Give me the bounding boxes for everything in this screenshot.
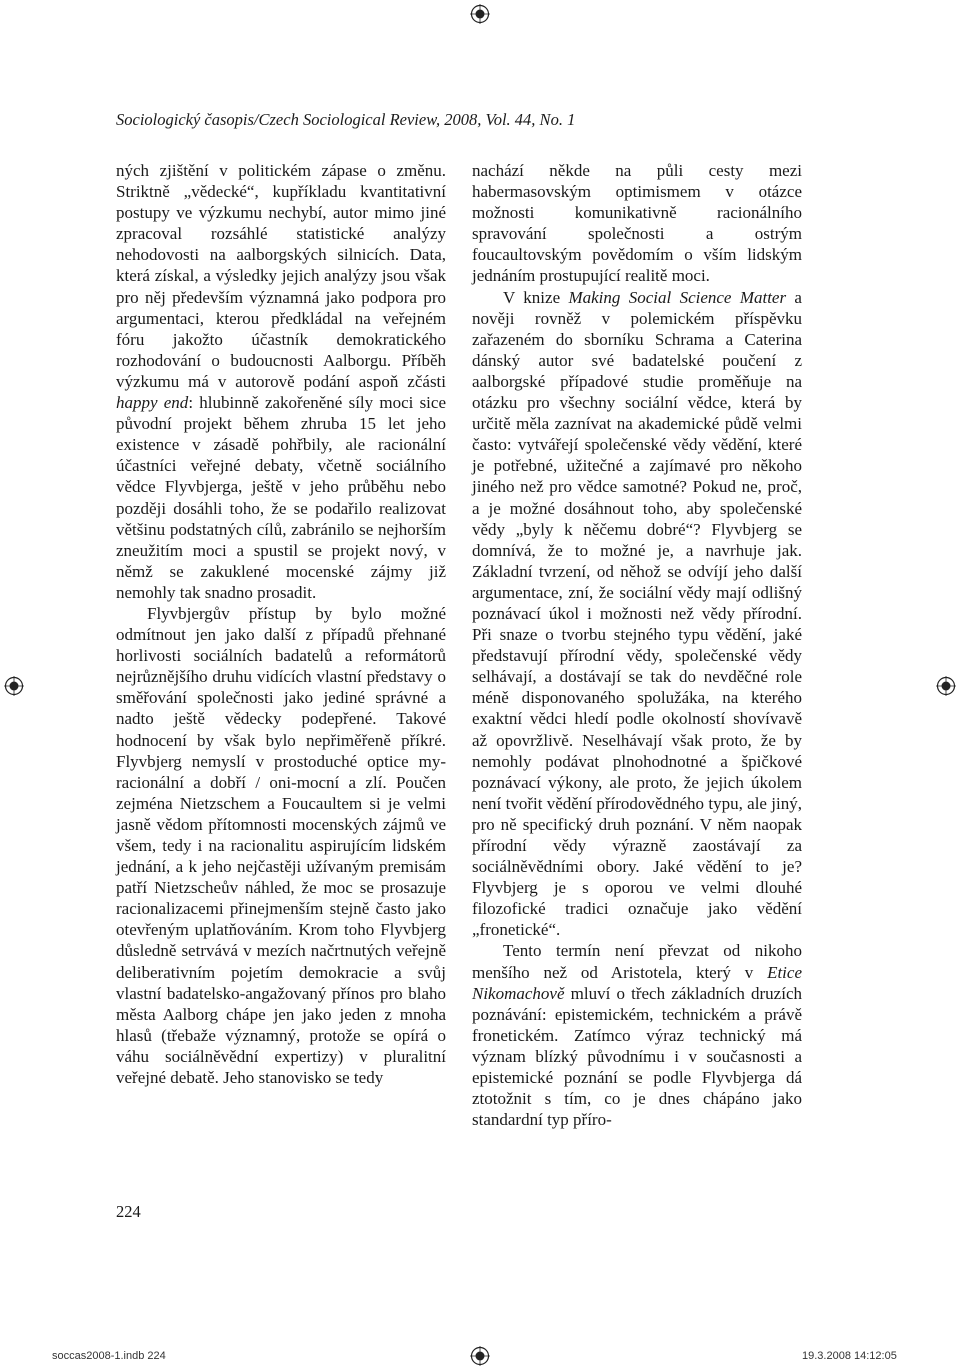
italic-text: Etice Nikomachově (472, 962, 802, 1003)
italic-text: happy end (116, 393, 189, 413)
print-slug-file: soccas2008-1.indb 224 (52, 1350, 166, 1362)
body-paragraph (472, 287, 802, 941)
running-header: Sociologický časopis/Czech Sociological Review, 2008, Vol. 44, No. 1 (116, 110, 576, 129)
text-run: nachází někde na půli cesty mezi habermasovským optimismem v otázce možnosti komunikativně racionálního spravování společnosti a ostrým foucaultovským povědomím o vším lidským jednáním prostupující realitě moci. (472, 161, 802, 286)
registration-mark-icon (936, 676, 956, 696)
text-run: mluví o třech základních druzích poznávání: epistemickém, technickém a právě fronetickém. Zatímco výraz technický má význam blízký původnímu i v současnosti a epistemické poznání se podle Flyvbjerga dá ztotožnit s tím, co je dnes chápáno jako standardní typ příro- (472, 983, 802, 1130)
body-paragraph (116, 603, 446, 1088)
left-column (116, 160, 446, 1088)
body-paragraph (116, 160, 446, 603)
body-paragraph (472, 160, 802, 287)
text-run: : hlubinně zakořeněné síly moci sice původní projekt během zhruba 15 let jeho existence v zásadě pohřbily, ale racionální účastníci veřejné debaty, včetně sociálního vědce Flyvbjerga, ještě v jeho průběhu nebo později dosáhli toho, že se podařilo realizovat většinu podstatných cílů, zabránilo se nejhorším zneužitím moci a spustil se projekt nový, v němž se zakuklené mocenské zájmy již nemohly tak snadno prosadit. (116, 393, 446, 602)
registration-mark-icon (470, 1346, 490, 1366)
body-paragraph (472, 940, 802, 1130)
italic-text: Making Social Science Matter (568, 287, 787, 307)
text-run: a nověji rovněž v polemickém příspěvku zařazeném do sborníku Schrama a Caterina dánský autor své badatelské poučení z aalborgské případové studie proměňuje na otázku pro všechny sociální vědce, která by určitě měla zaznívat na akademické půdě velmi často: vytvářejí společenské vědy vědění, které je potřebné, užitečné a zajímavé pro někoho jiného než pro vědce samotné? Pokud ne, proč, a je možné dosáhnout toho, aby společenské vědy „byly k něčemu dobré“? Flyvbjerg se domnívá, že to možné je, a navrhuje jak. Základní tvrzení, od něhož se odvíjí jeho další argumentace, zní, že sociální vědy mají odlišný poznávací úkol i možnosti než vědy přírodní. Při snaze o tvorbu stejného typu vědění, jaké představují přírodní vědy, společenské vědy selhávají, a dostávají se tak do nevděčné role méně disponovaného spolužáka, na kterého exaktní vědci hledí podle okolností shovívavě až opovržlivě. Neselhávají však proto, že by nemohly podávat plnohodnotné a špičkové poznávací výkony, ale proto, že jejich úkolem není tvořit vědění přírodovědného typu, ale jiný, pro ně specifický druh poznání. V něm naopak přírodní vědy výrazně zaostávají za sociálněvědními obory. Jaké vědění to je? Flyvbjerg je s oporou ve velmi dlouhé filozofické tradici označuje jako vědění „fronetické“. (472, 287, 802, 940)
registration-mark-icon (470, 4, 490, 24)
registration-mark-icon (4, 676, 24, 696)
text-run: Tento termín není převzat od nikoho menšího než od Aristotela, který v (472, 941, 802, 982)
page-number: 224 (116, 1202, 141, 1221)
text-run: Flyvbjergův přístup by bylo možné odmítnout jen jako další z případů přehnané horlivosti sociálních badatelů a reformátorů nejrůznějšího druhu vidících vlastní představy o směřování společnosti jako jediné správné a nadto ještě vědecky podepřené. Takové hodnocení by však bylo nepřiměřeně příkré. Flyvbjerg nemyslí v prostoduché optice my-racionální a dobří / oni-mocní a zlí. Poučen zejména Nietzschem a Foucaultem si je velmi jasně vědom přítomnosti mocenských zájmů ve všem, tedy i na racionalitu aspirujícím lidském jednání, a k jeho nejčastěji užívaným premisám patří Nietzscheův náhled, že moc se prosazuje racionalizacemi přinejmenším stejně často jako otevřeným uplatňováním. Krom toho Flyvbjerg důsledně setrvává v mezích načrtnutých veřejně deliberativním pojetím demokracie a svůj vlastní badatelsko-angažovaný přínos pro blaho města Aalborg chápe jen jako jeden z mnoha hlasů (třebaže významný, protože se opírá o váhu sociálněvědní expertizy) v pluralitní veřejné debatě. Jeho stanovisko se tedy (116, 603, 446, 1088)
right-column (472, 160, 802, 1130)
text-run: V knize (503, 287, 569, 307)
print-slug-date: 19.3.2008 14:12:05 (802, 1350, 897, 1362)
text-run: ných zjištění v politickém zápase o změnu. Striktně „vědecké“, kupříkladu kvantitativní postupy ve výzkumu nechybí, autor mimo jiné zpracoval rozsáhlé statistické analýzy nehodovosti na aalborgských silnicích. Data, která získal, a výsledky jejich analýzy jsou však pro něj především významná jako podpora pro argumentaci, kterou předkládal na veřejném fóru jakožto účastník demokratického rozhodování o budoucnosti Aalborgu. Příběh výzkumu má v autorově podání aspoň zčásti (116, 161, 446, 391)
